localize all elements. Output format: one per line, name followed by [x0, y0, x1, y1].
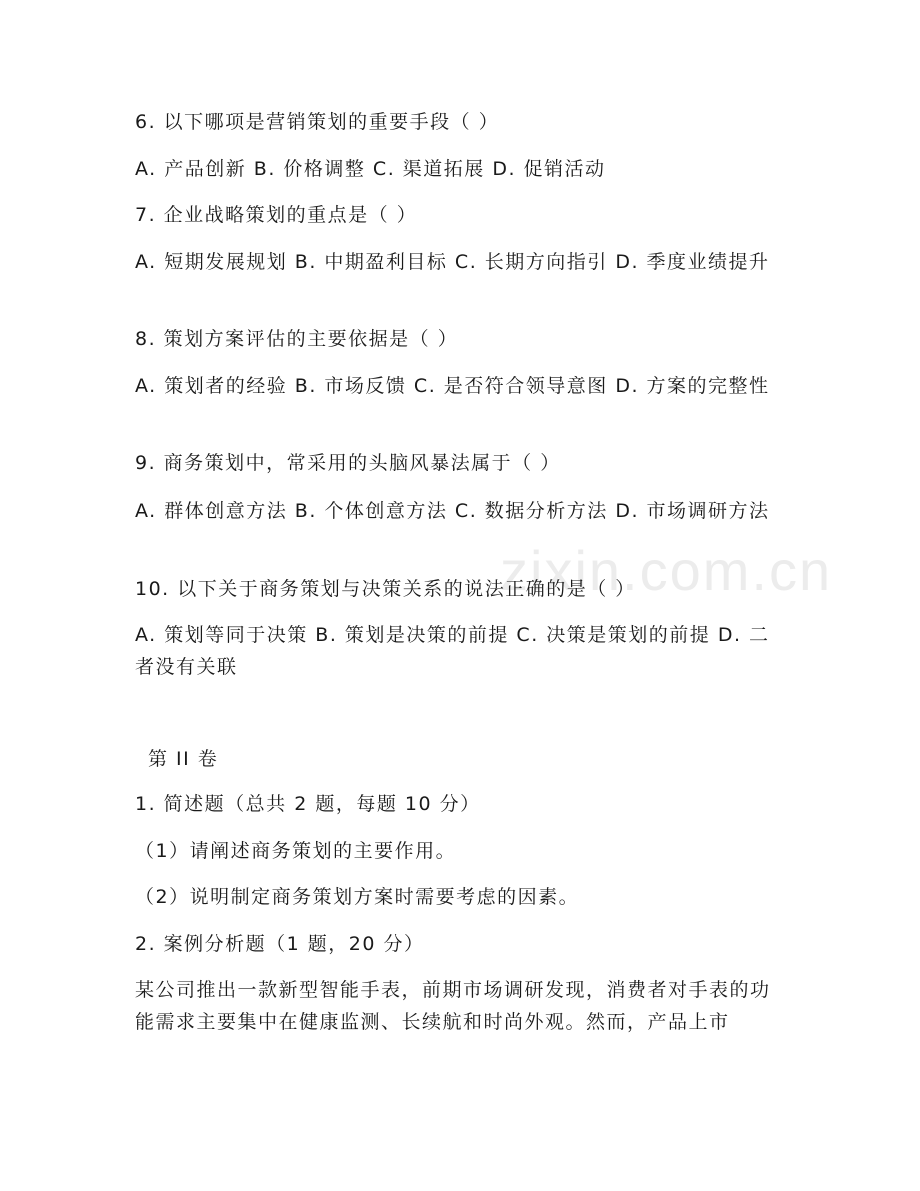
question-6-stem: 6. 以下哪项是营销策划的重要手段（ ）: [135, 111, 500, 133]
section-1-question-2: （2）说明制定商务策划方案时需要考虑的因素。: [135, 886, 580, 908]
question-7-options: A. 短期发展规划 B. 中期盈利目标 C. 长期方向指引 D. 季度业绩提升: [135, 251, 770, 273]
question-8-stem: 8. 策划方案评估的主要依据是（ ）: [135, 328, 459, 350]
question-10-options: A. 策划等同于决策 B. 策划是决策的前提 C. 决策是策划的前提 D. 二者没有关联: [135, 624, 770, 678]
question-6-options: A. 产品创新 B. 价格调整 C. 渠道拓展 D. 促销活动: [135, 158, 606, 180]
part-2-title: 第 II 卷: [148, 748, 219, 770]
case-analysis-text: 某公司推出一款新型智能手表，前期市场调研发现，消费者对手表的功能需求主要集中在健康监测、长续航和时尚外观。然而，产品上市: [135, 979, 771, 1033]
question-9-options: A. 群体创意方法 B. 个体创意方法 C. 数据分析方法 D. 市场调研方法: [135, 500, 770, 522]
watermark: zixin.com.cn: [500, 539, 833, 602]
question-8-options: A. 策划者的经验 B. 市场反馈 C. 是否符合领导意图 D. 方案的完整性: [135, 375, 770, 397]
question-9-stem: 9. 商务策划中，常采用的头脑风暴法属于（ ）: [135, 452, 561, 474]
section-1-question-1: （1）请阐述商务策划的主要作用。: [135, 840, 457, 862]
question-10-stem: 10. 以下关于商务策划与决策关系的说法正确的是（ ）: [135, 578, 636, 600]
section-2-heading: 2. 案例分析题（1 题，20 分）: [135, 933, 425, 955]
section-1-heading: 1. 简述题（总共 2 题，每题 10 分）: [135, 793, 481, 815]
question-7-stem: 7. 企业战略策划的重点是（ ）: [135, 204, 418, 226]
